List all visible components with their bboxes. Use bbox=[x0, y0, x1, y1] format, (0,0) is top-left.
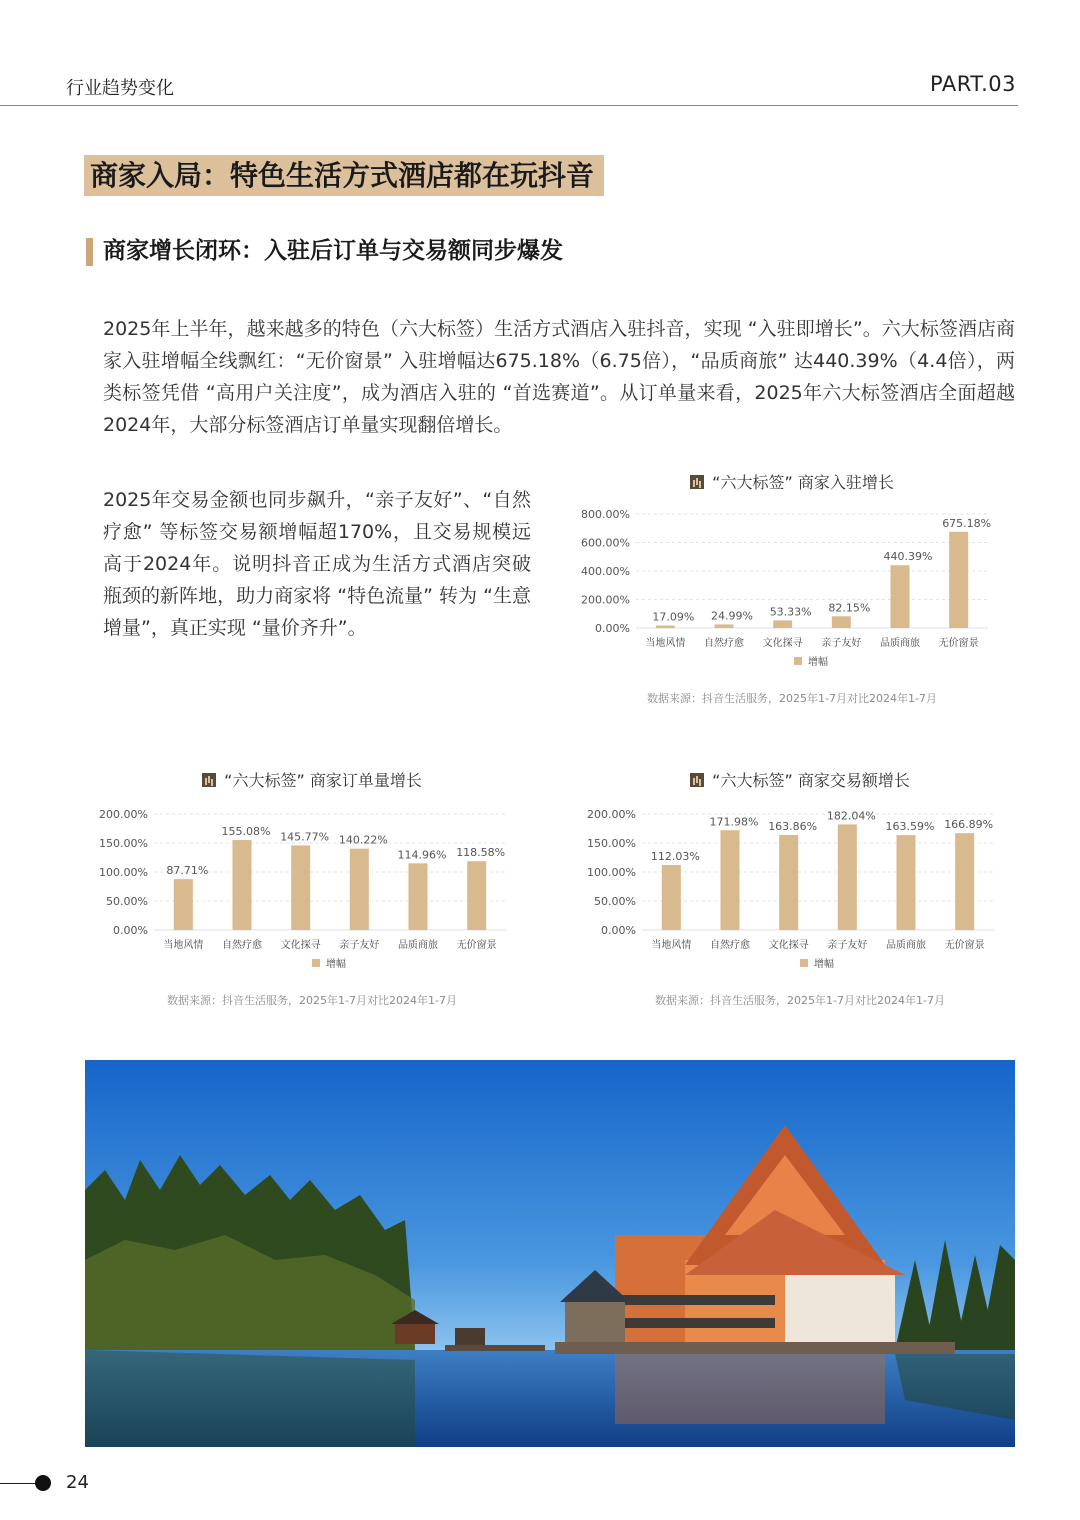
bar bbox=[174, 879, 193, 930]
data-label: 112.03% bbox=[650, 850, 700, 864]
legend-swatch bbox=[312, 959, 320, 967]
x-tick-label: 自然疗愈 bbox=[704, 638, 744, 649]
chart-title bbox=[96, 768, 528, 791]
x-tick-label: 文化探寻 bbox=[768, 940, 809, 951]
bar bbox=[715, 624, 734, 628]
page-number: 24 bbox=[66, 1472, 89, 1493]
y-tick-label: 200.00% bbox=[587, 808, 636, 821]
y-tick-label: 800.00% bbox=[581, 508, 630, 521]
x-tick-label: 亲子友好 bbox=[821, 638, 862, 649]
data-label: 163.86% bbox=[768, 819, 818, 833]
data-label: 118.58% bbox=[456, 846, 506, 860]
y-tick-label: 0.00% bbox=[595, 622, 630, 635]
data-label: 163.59% bbox=[885, 820, 935, 834]
x-tick-label: 文化探寻 bbox=[762, 638, 803, 649]
x-tick-label: 亲子友好 bbox=[339, 940, 380, 951]
bar bbox=[467, 861, 486, 930]
y-tick-label: 0.00% bbox=[601, 924, 636, 937]
bar-chart-icon bbox=[690, 773, 704, 787]
bar bbox=[838, 824, 857, 930]
body-paragraph-1: 2025年上半年，越来越多的特色（六大标签）生活方式酒店入驻抖音，实现 “入驻即增长”。六大标签酒店商家入驻增幅全线飘红：“无价窗景” 入驻增幅达675.18%（6.75倍），“品质商旅” 达440.39%（4.4倍），两类标签凭借 “高用户关注度”，成为酒店入驻的 “首选赛道”。从订单量来看，2025年六大标签酒店全面超越2024年，大部分标签酒店订单量实现翻倍增长。 bbox=[103, 318, 1015, 436]
x-tick-label: 自然疗愈 bbox=[222, 940, 262, 951]
legend-label: 增幅 bbox=[326, 959, 346, 970]
y-tick-label: 150.00% bbox=[99, 837, 148, 850]
bar bbox=[891, 565, 910, 628]
y-tick-label: 100.00% bbox=[587, 866, 636, 879]
bar-chart-icon bbox=[202, 773, 216, 787]
x-tick-label: 亲子友好 bbox=[827, 940, 868, 951]
data-label: 182.04% bbox=[826, 809, 876, 823]
x-tick-label: 无价窗景 bbox=[944, 940, 985, 951]
data-label: 53.33% bbox=[769, 605, 812, 619]
y-tick-label: 200.00% bbox=[581, 593, 630, 607]
x-tick-label: 文化探寻 bbox=[280, 940, 321, 951]
x-tick-label: 品质商旅 bbox=[880, 638, 920, 649]
bar bbox=[779, 835, 798, 930]
chart-plot bbox=[572, 502, 1012, 682]
chart-order-growth bbox=[96, 764, 528, 1014]
bar bbox=[721, 830, 740, 930]
bar bbox=[949, 532, 968, 628]
chart-merchant-growth bbox=[572, 466, 1012, 716]
legend-swatch bbox=[794, 657, 802, 665]
chart-title-text: “六大标签” 商家订单量增长 bbox=[224, 771, 422, 790]
x-tick-label: 品质商旅 bbox=[398, 940, 438, 951]
data-label: 675.18% bbox=[942, 516, 992, 530]
chart-source: 数据来源：抖音生活服务，2025年1-7月对比2024年1-7月 bbox=[655, 994, 945, 1007]
y-tick-label: 600.00% bbox=[581, 536, 630, 550]
bar-chart-icon bbox=[690, 475, 704, 489]
chart-title-text: “六大标签” 商家交易额增长 bbox=[712, 771, 910, 790]
bar bbox=[409, 863, 428, 930]
y-tick-label: 150.00% bbox=[587, 837, 636, 850]
legend-label: 增幅 bbox=[814, 959, 834, 970]
data-label: 166.89% bbox=[944, 818, 994, 832]
bar bbox=[897, 835, 916, 930]
x-tick-label: 当地风情 bbox=[645, 638, 686, 649]
x-tick-label: 当地风情 bbox=[651, 940, 692, 951]
data-label: 87.71% bbox=[166, 864, 209, 878]
chart-source: 数据来源：抖音生活服务，2025年1-7月对比2024年1-7月 bbox=[647, 692, 937, 705]
data-label: 140.22% bbox=[338, 833, 388, 847]
chart-title-text: “六大标签” 商家入驻增长 bbox=[712, 473, 894, 492]
bar bbox=[773, 620, 792, 628]
chart-gmv-growth bbox=[584, 764, 1016, 1014]
data-label: 17.09% bbox=[652, 610, 695, 624]
footer-dot bbox=[35, 1475, 51, 1491]
hotel-lake-illustration bbox=[85, 1060, 1015, 1447]
x-tick-label: 当地风情 bbox=[163, 940, 204, 951]
bar bbox=[233, 840, 252, 930]
x-tick-label: 无价窗景 bbox=[938, 638, 979, 649]
chart-source: 数据来源：抖音生活服务，2025年1-7月对比2024年1-7月 bbox=[167, 994, 457, 1007]
section-title: 商家入局：特色生活方式酒店都在玩抖音 bbox=[84, 155, 604, 196]
bar bbox=[832, 616, 851, 628]
y-tick-label: 400.00% bbox=[581, 565, 630, 578]
y-tick-label: 0.00% bbox=[113, 924, 148, 937]
header-part-label: PART.03 bbox=[930, 72, 1016, 96]
hotel-lake-photo bbox=[85, 1060, 1015, 1447]
data-label: 440.39% bbox=[883, 550, 933, 564]
legend-label: 增幅 bbox=[808, 657, 828, 668]
bar bbox=[656, 626, 675, 628]
header-section-label: 行业趋势变化 bbox=[66, 78, 174, 99]
data-label: 145.77% bbox=[280, 830, 330, 844]
y-tick-label: 50.00% bbox=[106, 895, 148, 908]
sub-title-text: 商家增长闭环：入驻后订单与交易额同步爆发 bbox=[103, 238, 563, 264]
y-tick-label: 200.00% bbox=[99, 808, 148, 821]
y-tick-label: 100.00% bbox=[99, 866, 148, 879]
data-label: 171.98% bbox=[709, 815, 759, 829]
data-label: 82.15% bbox=[828, 601, 871, 615]
header-divider bbox=[0, 105, 1018, 106]
body-paragraph-2: 2025年交易金额也同步飙升，“亲子友好”、“自然疗愈” 等标签交易额增幅超170%，且交易规模远高于2024年。说明抖音正成为生活方式酒店突破瓶颈的新阵地，助力商家将 “特色流量” 转为 “生意增量”，真正实现 “量价齐升”。 bbox=[103, 489, 531, 639]
x-tick-label: 自然疗愈 bbox=[710, 940, 750, 951]
x-tick-label: 无价窗景 bbox=[456, 940, 497, 951]
legend-swatch bbox=[800, 959, 808, 967]
sub-title-accent-bar bbox=[86, 238, 93, 266]
data-label: 155.08% bbox=[221, 825, 271, 839]
data-label: 114.96% bbox=[397, 848, 447, 862]
chart-title bbox=[572, 470, 1012, 493]
chart-plot bbox=[96, 802, 528, 982]
chart-title bbox=[584, 768, 1016, 791]
bar bbox=[350, 849, 369, 930]
bar bbox=[955, 833, 974, 930]
chart-plot bbox=[584, 802, 1016, 982]
data-label: 24.99% bbox=[711, 609, 753, 623]
x-tick-label: 品质商旅 bbox=[886, 940, 926, 951]
bar bbox=[662, 865, 681, 930]
bar bbox=[291, 845, 310, 930]
footer-rule bbox=[0, 1483, 36, 1484]
y-tick-label: 50.00% bbox=[594, 895, 636, 908]
